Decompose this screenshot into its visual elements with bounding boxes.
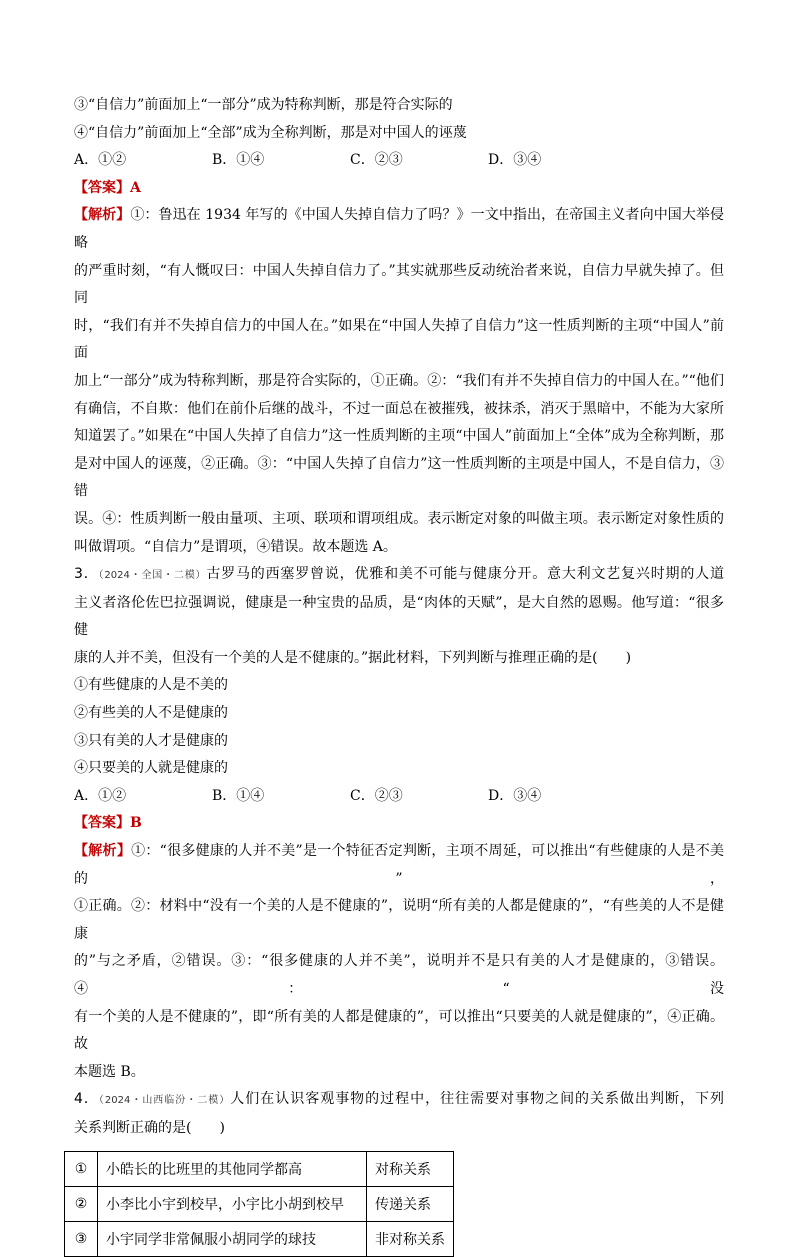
table-cell-index: ① xyxy=(65,1151,98,1186)
question-number: 3． xyxy=(74,566,99,583)
analysis-line: ①正确。②：材料中“没有一个美的人是不健康的”，说明“所有美的人都是健康的”，“有些美的人不是健康 xyxy=(74,898,724,942)
option-b: B．①④ xyxy=(212,787,265,804)
answer-label: 【答案】 xyxy=(74,179,130,196)
analysis-line: 的严重时刻，“有人慨叹曰：中国人失掉自信力了。”其实就那些反动统治者来说，自信力早就失掉了。但同 xyxy=(74,262,724,307)
question-source: （2024・全国・二模） xyxy=(98,570,207,582)
option-a: A．①② xyxy=(74,152,127,169)
statement-1: ①有些健康的人是不美的 xyxy=(74,677,228,694)
option-d: D．③④ xyxy=(488,787,542,804)
table-cell-relation: 非对称关系 xyxy=(367,1221,454,1256)
relation-table xyxy=(64,1151,454,1257)
table-cell-index: ③ xyxy=(65,1221,98,1256)
option-a: A．①② xyxy=(74,787,127,804)
q3-stem-line: 3．（2024・全国・二模）古罗马的西塞罗曾说，优雅和美不可能与健康分开。意大利文艺复兴时期的人道 xyxy=(74,566,724,583)
table-row xyxy=(65,1186,454,1221)
statement-3: ③“自信力”前面加上“一部分”成为特称判断，那是符合实际的 xyxy=(74,97,453,113)
analysis-line: 加上“一部分”成为特称判断，那是符合实际的，①正确。②：“我们有并不失掉自信力的中国人在。”“他们 xyxy=(74,372,724,389)
option-d: D．③④ xyxy=(488,152,542,169)
q3-stem-line: 康的人并不美，但没有一个美的人是不健康的。”据此材料，下列判断与推理正确的是( ) xyxy=(74,649,632,666)
table-cell-relation: 传递关系 xyxy=(367,1186,454,1221)
option-c: C．②③ xyxy=(350,787,403,804)
analysis-line: 叫做谓项。“自信力”是谓项，④错误。故本题选 A。 xyxy=(74,538,397,555)
analysis-line: 有确信，不自欺：他们在前仆后继的战斗，不过一面总在被摧残，被抹杀，消灭于黑暗中，不能为大家所 xyxy=(74,400,724,417)
q4-stem-line: 关系判断正确的是( ) xyxy=(74,1119,225,1136)
analysis-line: 是对中国人的诬蔑，②正确。③：“中国人失掉了自信力”这一性质判断的主项是中国人，不是自信力，③错 xyxy=(74,455,724,500)
option-c: C．②③ xyxy=(350,152,403,169)
statement-4: ④只要美的人就是健康的 xyxy=(74,760,228,777)
q2-answer xyxy=(74,175,724,203)
q4-stem-line: 4．（2024・山西临汾・二模）人们在认识客观事物的过程中，往往需要对事物之间的关系做出判断，下列 xyxy=(74,1091,724,1108)
option-b: B．①④ xyxy=(212,152,265,169)
question-source: （2024・山西临汾・二模） xyxy=(98,1095,231,1107)
analysis-line: 误。④：性质判断一般由量项、主项、联项和谓项组成。表示断定对象的叫做主项。表示断定对象性质的 xyxy=(74,510,724,527)
statement-2: ②有些美的人不是健康的 xyxy=(74,705,228,722)
analysis-label: 【解析】 xyxy=(74,843,132,860)
q3-stem-line: 主义者洛伦佐巴拉强调说，健康是一种宝贵的品质，是“肉体的天赋”，是大自然的恩赐。他写道：“很多健 xyxy=(74,594,724,639)
analysis-line: 时，“我们有并不失掉自信力的中国人在。”如果在“中国人失掉了自信力”这一性质判断的主项“中国人”前面 xyxy=(74,317,724,362)
table-cell-content: 小李比小宇到校早，小宇比小胡到校早 xyxy=(98,1186,367,1221)
analysis-line: 有一个美的人是不健康的”，即“所有美的人都是健康的”，可以推出“只要美的人就是健康的”，④正确。故 xyxy=(74,1008,724,1053)
answer-value: A xyxy=(130,179,141,196)
statement-4: ④“自信力”前面加上“全部”成为全称判断，那是对中国人的诬蔑 xyxy=(74,124,467,141)
q3-analysis xyxy=(74,838,724,1086)
q3-answer xyxy=(74,810,724,838)
table-row xyxy=(65,1221,454,1256)
analysis-label: 【解析】 xyxy=(74,207,131,224)
analysis-line: 【解析】①：鲁迅在 1934 年写的《中国人失掉自信力了吗？》一文中指出，在帝国主义者向中国大举侵略 xyxy=(74,207,725,251)
analysis-line: 知道罢了。”如果在“中国人失掉了自信力”这一性质判断的主项“中国人”前面加上“全体”成为全称判断，那 xyxy=(74,428,724,445)
q2-analysis xyxy=(74,202,724,561)
question-number: 4． xyxy=(74,1091,99,1108)
table-cell-relation: 对称关系 xyxy=(367,1151,454,1186)
table-cell-index: ② xyxy=(65,1186,98,1221)
q3-options xyxy=(74,783,724,811)
exam-page xyxy=(74,92,724,1257)
analysis-line: 本题选 B。 xyxy=(74,1063,145,1080)
q2-options xyxy=(74,147,724,175)
analysis-line: 的”与之矛盾，②错误。③：“很多健康的人并不美”，说明并不是只有美的人才是健康的，③错误。 ④：“没 xyxy=(74,953,724,997)
analysis-line: 【解析】①：“很多健康的人并不美”是一个特征否定判断，主项不周延，可以推出“有些健康的人是不美的”， xyxy=(74,843,724,887)
statement-3: ③只有美的人才是健康的 xyxy=(74,732,228,749)
table-cell-content: 小宇同学非常佩服小胡同学的球技 xyxy=(98,1221,367,1256)
answer-value: B xyxy=(130,815,142,832)
table-row xyxy=(65,1151,454,1186)
answer-label: 【答案】 xyxy=(74,815,130,832)
table-cell-content: 小皓长的比班里的其他同学都高 xyxy=(98,1151,367,1186)
